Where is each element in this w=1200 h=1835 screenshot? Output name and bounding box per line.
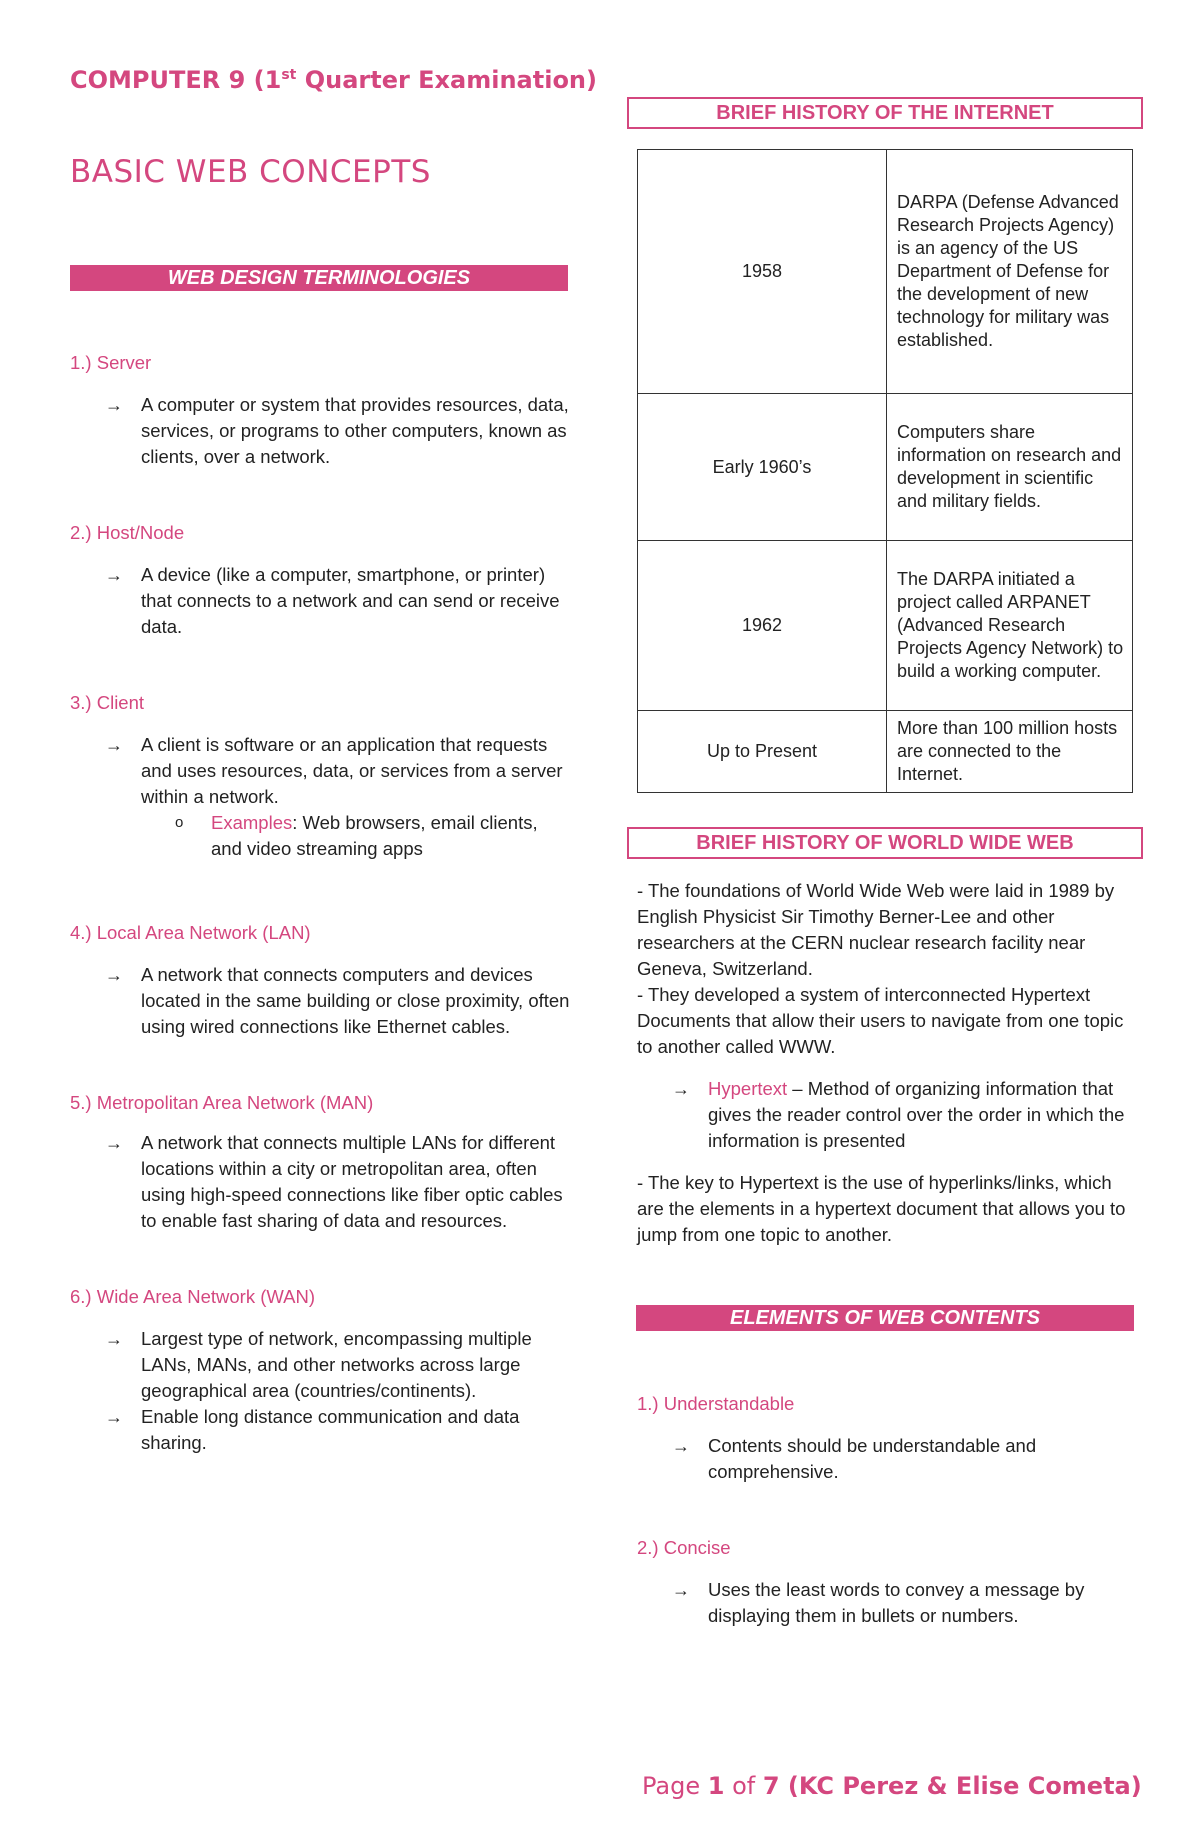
elements-list (637, 1391, 1137, 1629)
term-description: A device (like a computer, smartphone, or printer) that connects to a network and can send or receive data. (141, 564, 560, 637)
table-cell-description: More than 100 million hosts are connected to the Internet. (887, 711, 1133, 793)
table-row (638, 150, 1133, 394)
table-cell-year: Up to Present (638, 711, 887, 793)
term-description: A network that connects multiple LANs for different locations within a city or metropolitan area, often using high-speed connections like fiber optic cables to enable fast sharing of data and resources. (141, 1132, 563, 1231)
footer-of-word: of (724, 1772, 763, 1800)
table-cell-description: Computers share information on research and development in scientific and military fields. (887, 394, 1133, 541)
term-description: A network that connects computers and devices located in the same building or close proximity, often using wired connections like Ethernet cables. (141, 964, 570, 1037)
footer-page-total: 7 (762, 1772, 780, 1800)
document-header (70, 66, 597, 94)
hypertext-definition: – Method of organizing information that gives the reader control over the order in which the information is presented (708, 1078, 1125, 1151)
table-row (638, 711, 1133, 793)
page-footer (642, 1772, 1142, 1800)
table-row (638, 394, 1133, 541)
example-label: Examples (211, 812, 293, 833)
example-text: : Web browsers, email clients, and video streaming apps (211, 812, 538, 859)
term-title: 3.) Client (70, 692, 145, 713)
arrow-icon: → (672, 1580, 690, 1600)
term-description: A computer or system that provides resources, data, services, or programs to other computers, known as clients, over a network. (141, 394, 569, 467)
footer-page-word: Page (642, 1772, 708, 1800)
list-item (70, 1404, 570, 1456)
element-title: 1.) Understandable (637, 1393, 795, 1414)
header-superscript: st (281, 67, 297, 83)
paragraph: - The key to Hypertext is the use of hyperlinks/links, which are the elements in a hypertext document that allows you to jump from one topic to another. (637, 1172, 1126, 1245)
list-item (637, 1433, 1137, 1485)
arrow-icon: → (105, 735, 123, 755)
paragraph: - They developed a system of interconnected Hypertext Documents that allow their users to navigate from one topic to another called WWW. (637, 984, 1124, 1057)
list-item (70, 392, 570, 470)
table-cell-year: 1962 (638, 541, 887, 711)
term-title: 6.) Wide Area Network (WAN) (70, 1286, 315, 1307)
internet-history-heading: BRIEF HISTORY OF THE INTERNET (627, 97, 1143, 129)
list-item (70, 1130, 570, 1234)
paragraph: - The foundations of World Wide Web were laid in 1989 by English Physicist Sir Timothy Berner-Lee and other researchers at the CERN nuclear research facility near Geneva, Switzerland. (637, 880, 1115, 979)
list-item (70, 962, 570, 1040)
www-history-heading: BRIEF HISTORY OF WORLD WIDE WEB (627, 827, 1143, 859)
term-title: 5.) Metropolitan Area Network (MAN) (70, 1092, 374, 1113)
term-description: Largest type of network, encompassing multiple LANs, MANs, and other networks across large geographical area (countries/continents). (141, 1328, 532, 1401)
footer-page-number: 1 (707, 1772, 725, 1800)
hypertext-term: Hypertext (708, 1078, 788, 1099)
www-history-body (637, 878, 1137, 1248)
list-item (70, 562, 570, 640)
table-cell-year: Early 1960’s (638, 394, 887, 541)
main-title: BASIC WEB CONCEPTS (70, 154, 431, 190)
web-design-heading: WEB DESIGN TERMINOLOGIES (70, 265, 568, 291)
table-row (638, 541, 1133, 711)
list-item (637, 1076, 1137, 1154)
term-title: 2.) Host/Node (70, 522, 185, 543)
table-cell-year: 1958 (638, 150, 887, 394)
arrow-icon: → (105, 395, 123, 415)
footer-authors: (KC Perez & Elise Cometa) (779, 1772, 1142, 1800)
table-cell-description: DARPA (Defense Advanced Research Projects Agency) is an agency of the US Department of Defense for the development of new technology for military was established. (887, 150, 1133, 394)
web-design-terms (70, 350, 570, 1456)
element-description: Uses the least words to convey a message by displaying them in bullets or numbers. (708, 1579, 1085, 1626)
arrow-icon: → (672, 1079, 690, 1099)
list-item (637, 1577, 1137, 1629)
element-description: Contents should be understandable and comprehensive. (708, 1435, 1037, 1482)
element-title: 2.) Concise (637, 1537, 731, 1558)
arrow-icon: → (672, 1436, 690, 1456)
arrow-icon: → (105, 1329, 123, 1349)
arrow-icon: → (105, 565, 123, 585)
internet-history-table (637, 149, 1133, 793)
elements-heading: ELEMENTS OF WEB CONTENTS (636, 1305, 1134, 1331)
arrow-icon: → (105, 1133, 123, 1153)
term-title: 1.) Server (70, 352, 152, 373)
term-description: A client is software or an application that requests and uses resources, data, or services from a server within a network. (141, 734, 563, 807)
example-item (70, 810, 570, 862)
circle-bullet-icon: o (175, 814, 184, 831)
header-title-suffix: Quarter Examination) (296, 66, 597, 94)
list-item (70, 1326, 570, 1404)
term-title: 4.) Local Area Network (LAN) (70, 922, 311, 943)
list-item (70, 732, 570, 810)
header-title: COMPUTER 9 (1 (70, 66, 282, 94)
term-description: Enable long distance communication and data sharing. (141, 1406, 520, 1453)
arrow-icon: → (105, 1407, 123, 1427)
table-cell-description: The DARPA initiated a project called ARPANET (Advanced Research Projects Agency Network) to build a working computer. (887, 541, 1133, 711)
arrow-icon: → (105, 965, 123, 985)
